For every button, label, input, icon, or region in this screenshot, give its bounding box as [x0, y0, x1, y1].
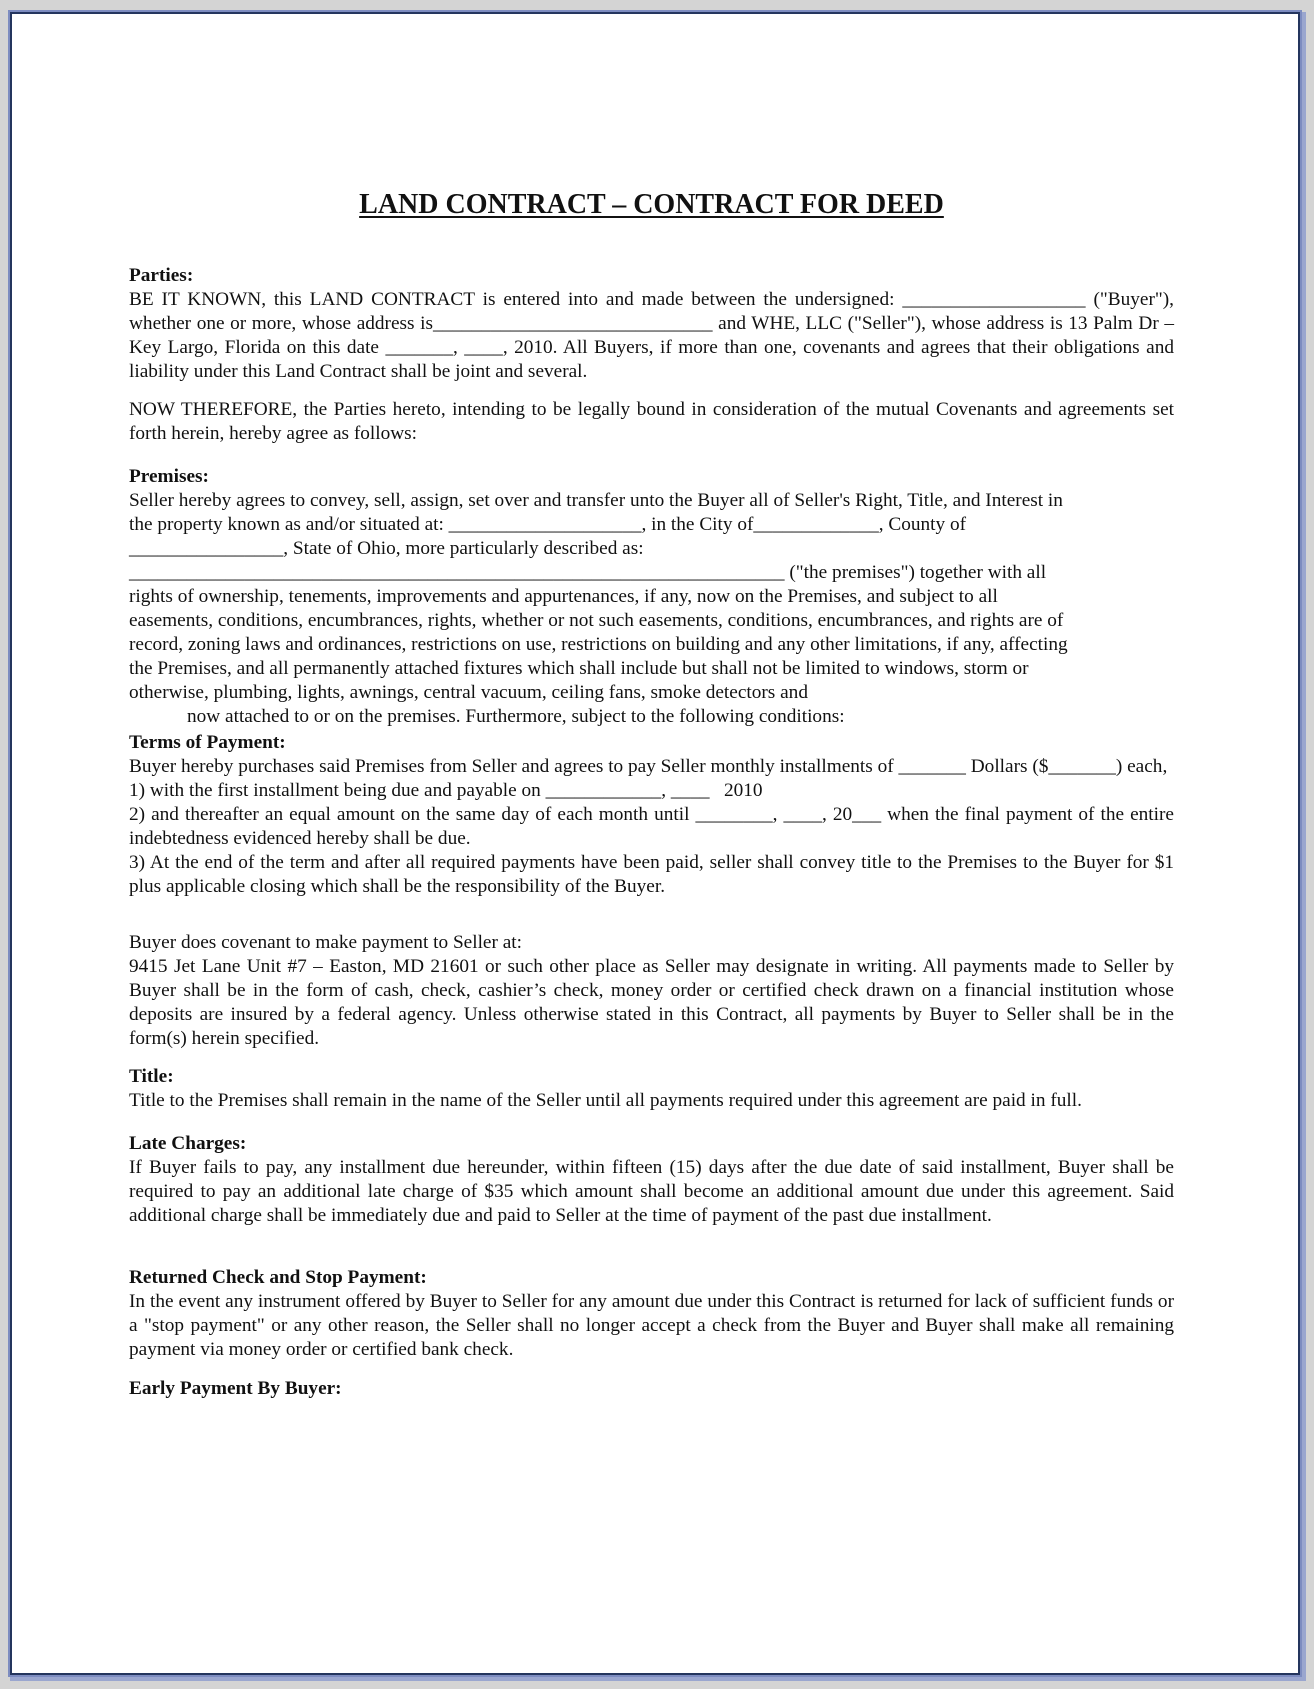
- terms-item-1: 1) with the first installment being due and payable on ____________, ____ 2010: [129, 780, 763, 801]
- premises-line: rights of ownership, tenements, improvements and appurtenances, if any, now on the Premises, and subject to all: [129, 586, 998, 607]
- parties-text: BE IT KNOWN, this LAND CONTRACT is entered into and made between the undersigned: ___________________ ("Buyer"), whether one or more, whose address is_____________________________ and WHE, LLC ("Seller"), whose address is 13 Palm Dr – Key Largo, Florida on this date _______, ____, 2010. All Buyers, if more than one, covenants and agrees that their obligations and liability under this Land Contract shall be joint and several.: [129, 289, 1174, 382]
- premises-heading: Premises:: [129, 466, 209, 487]
- premises-indented-line: now attached to or on the premises. Furthermore, subject to the following conditions:: [187, 706, 845, 727]
- premises-section: [129, 465, 1174, 729]
- terms-item-2: 2) and thereafter an equal amount on the same day of each month until ________, ____, 20___ when the final payment of the entire indebtedness evidenced hereby shall be due.: [129, 804, 1174, 849]
- parties-heading: Parties:: [129, 265, 194, 286]
- parties-section: [129, 264, 1174, 384]
- premises-line: the Premises, and all permanently attached fixtures which shall include but shall not be limited to windows, storm or: [129, 658, 1029, 679]
- premises-line: record, zoning laws and ordinances, restrictions on use, restrictions on building and any other limitations, if any, affecting: [129, 634, 1068, 655]
- premises-line: ____________________________________________________________________ ("the premises") together with all: [129, 562, 1047, 583]
- title-heading: Title:: [129, 1066, 174, 1087]
- returned-check-section: [129, 1266, 1174, 1362]
- terms-section: [129, 731, 1174, 899]
- late-charges-heading: Late Charges:: [129, 1133, 247, 1154]
- premises-line: easements, conditions, encumbrances, rights, whether or not such easements, conditions, encumbrances, and rights are of: [129, 610, 1064, 631]
- premises-line: the property known as and/or situated at: ____________________, in the City of_____________, County of: [129, 514, 967, 535]
- payment-location-lead: Buyer does covenant to make payment to Seller at:: [129, 932, 523, 953]
- payment-location-text: 9415 Jet Lane Unit #7 – Easton, MD 21601 or such other place as Seller may designate in writing. All payments made to Seller by Buyer shall be in the form of cash, check, cashier’s check, money order or certified check drawn on a financial institution whose deposits are insured by a federal agency. Unless otherwise stated in this Contract, all payments by Buyer to Seller shall be in the form(s) herein specified.: [129, 956, 1174, 1049]
- returned-check-text: In the event any instrument offered by Buyer to Seller for any amount due under this Contract is returned for lack of sufficient funds or a "stop payment" or any other reason, the Seller shall no longer accept a check from the Buyer and Buyer shall make all remaining payment via money order or certified bank check.: [129, 1291, 1174, 1360]
- title-section: [129, 1065, 1174, 1113]
- terms-item-3: 3) At the end of the term and after all required payments have been paid, seller shall convey title to the Premises to the Buyer for $1 plus applicable closing which shall be the responsibility of the Buyer.: [129, 852, 1174, 897]
- early-payment-section: [129, 1377, 1174, 1401]
- returned-check-heading: Returned Check and Stop Payment:: [129, 1267, 427, 1288]
- title-text: Title to the Premises shall remain in the name of the Seller until all payments required under this agreement are paid in full.: [129, 1090, 1082, 1111]
- terms-heading: Terms of Payment:: [129, 732, 286, 753]
- premises-line: ________________, State of Ohio, more particularly described as:: [129, 538, 644, 559]
- late-charges-text: If Buyer fails to pay, any installment due hereunder, within fifteen (15) days after the due date of said installment, Buyer shall be required to pay an additional late charge of $35 which amount shall become an additional amount due under this agreement. Said additional charge shall be immediately due and paid to Seller at the time of payment of the past due installment.: [129, 1157, 1174, 1226]
- document-title: LAND CONTRACT – CONTRACT FOR DEED: [359, 189, 944, 220]
- now-therefore-paragraph: NOW THEREFORE, the Parties hereto, intending to be legally bound in consideration of the mutual Covenants and agreements set forth herein, hereby agree as follows:: [129, 399, 1174, 444]
- premises-line: Seller hereby agrees to convey, sell, assign, set over and transfer unto the Buyer all of Seller's Right, Title, and Interest in: [129, 490, 1063, 511]
- early-payment-heading: Early Payment By Buyer:: [129, 1378, 342, 1399]
- late-charges-section: [129, 1132, 1174, 1228]
- terms-intro: Buyer hereby purchases said Premises from Seller and agrees to pay Seller monthly installments of _______ Dollars ($_______) each,: [129, 756, 1168, 777]
- premises-line: otherwise, plumbing, lights, awnings, central vacuum, ceiling fans, smoke detectors and: [129, 682, 808, 703]
- payment-location-section: [129, 931, 1174, 1051]
